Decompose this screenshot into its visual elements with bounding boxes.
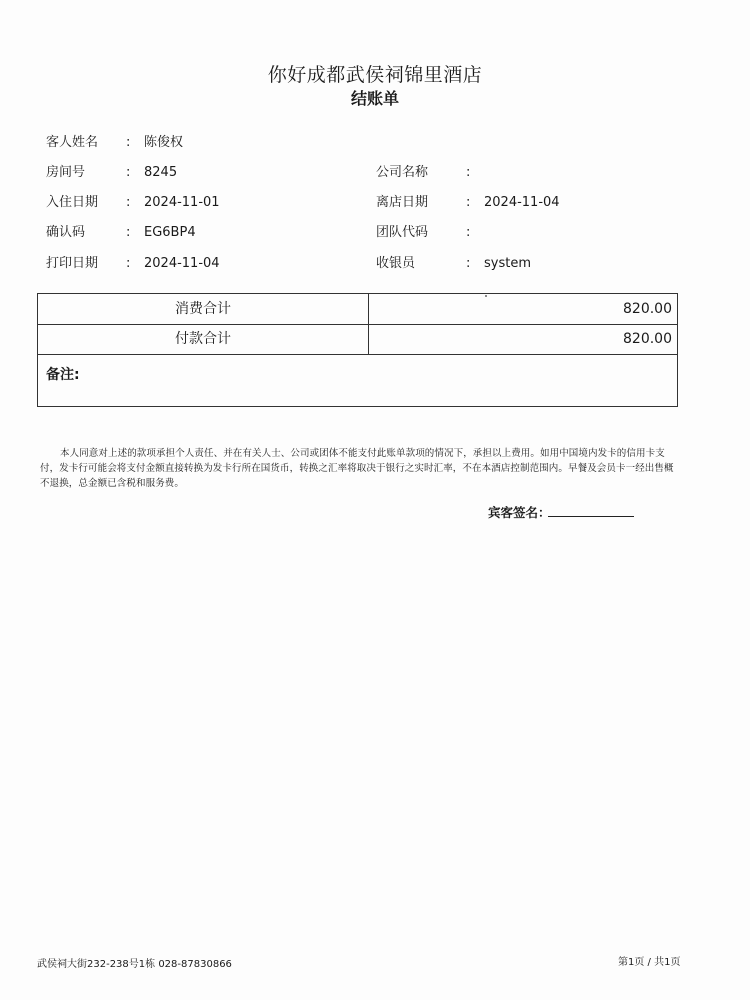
checkin-date-value: 2024-11-01 [144, 195, 220, 210]
guest-name-value: 陈俊权 [144, 135, 184, 150]
liability-disclaimer: 本人同意对上述的款项承担个人责任、并在有关人士、公司或团体不能支付此账单款项的情况下，承担以上费用。如用中国境内发卡的信用卡支付，发卡行可能会将支付金额直接转换为发卡行所在国货币，转换之汇率将取决于银行之实时汇率，不在本酒店控制范围内。早餐及会员卡一经出售概不退换，总金额已含税和服务费。 [40, 448, 674, 489]
colon: : [466, 256, 471, 271]
colon: : [466, 225, 471, 240]
room-number-value: 8245 [144, 165, 178, 180]
page-number: 第1页 / 共1页 [618, 957, 681, 968]
company-name-field [376, 164, 484, 182]
group-code-label: 团队代码 [376, 225, 429, 240]
colon: : [466, 195, 471, 210]
room-number-label: 房间号 [46, 165, 86, 180]
checkout-date-field [376, 194, 560, 212]
consumption-total-label: 消费合计 [38, 294, 369, 324]
colon: : [126, 165, 131, 180]
checkin-date-label: 入住日期 [46, 195, 99, 210]
consumption-total-value: 820.00 [623, 301, 672, 317]
print-date-field [46, 255, 220, 273]
payment-total-label: 付款合计 [38, 324, 369, 354]
colon: : [466, 165, 471, 180]
cashier-value: system [484, 256, 531, 271]
colon: : [126, 195, 131, 210]
payment-total-value: 820.00 [623, 331, 672, 347]
cashier-label: 收银员 [376, 256, 416, 271]
print-date-value: 2024-11-04 [144, 256, 220, 271]
colon: : [126, 225, 131, 240]
checkin-date-field [46, 194, 220, 212]
remarks-label: 备注: [46, 367, 80, 383]
payment-total-row [38, 324, 677, 355]
consumption-total-row [38, 294, 677, 325]
guest-name-label: 客人姓名 [46, 135, 99, 150]
checkout-date-value: 2024-11-04 [484, 195, 560, 210]
confirmation-code-value: EG6BP4 [144, 225, 196, 240]
hotel-name: 你好成都武侯祠锦里酒店 [267, 64, 483, 86]
guest-signature-label: 宾客签名： [488, 505, 551, 520]
colon: : [126, 256, 131, 271]
summary-table [37, 293, 678, 407]
print-date-label: 打印日期 [46, 256, 99, 271]
confirmation-code-label: 确认码 [46, 225, 86, 240]
room-number-field [46, 164, 177, 182]
signature-line [548, 516, 634, 517]
cashier-field [376, 255, 531, 273]
checkout-date-label: 离店日期 [376, 195, 429, 210]
document-title: 结账单 [350, 89, 399, 108]
scan-speck [485, 295, 487, 297]
footer-address: 武侯祠大街232-238号1栋 028-87830866 [37, 959, 232, 970]
company-name-label: 公司名称 [376, 165, 429, 180]
colon: : [126, 135, 131, 150]
guest-name-field [46, 134, 183, 152]
confirmation-code-field [46, 224, 196, 242]
group-code-field [376, 224, 484, 242]
